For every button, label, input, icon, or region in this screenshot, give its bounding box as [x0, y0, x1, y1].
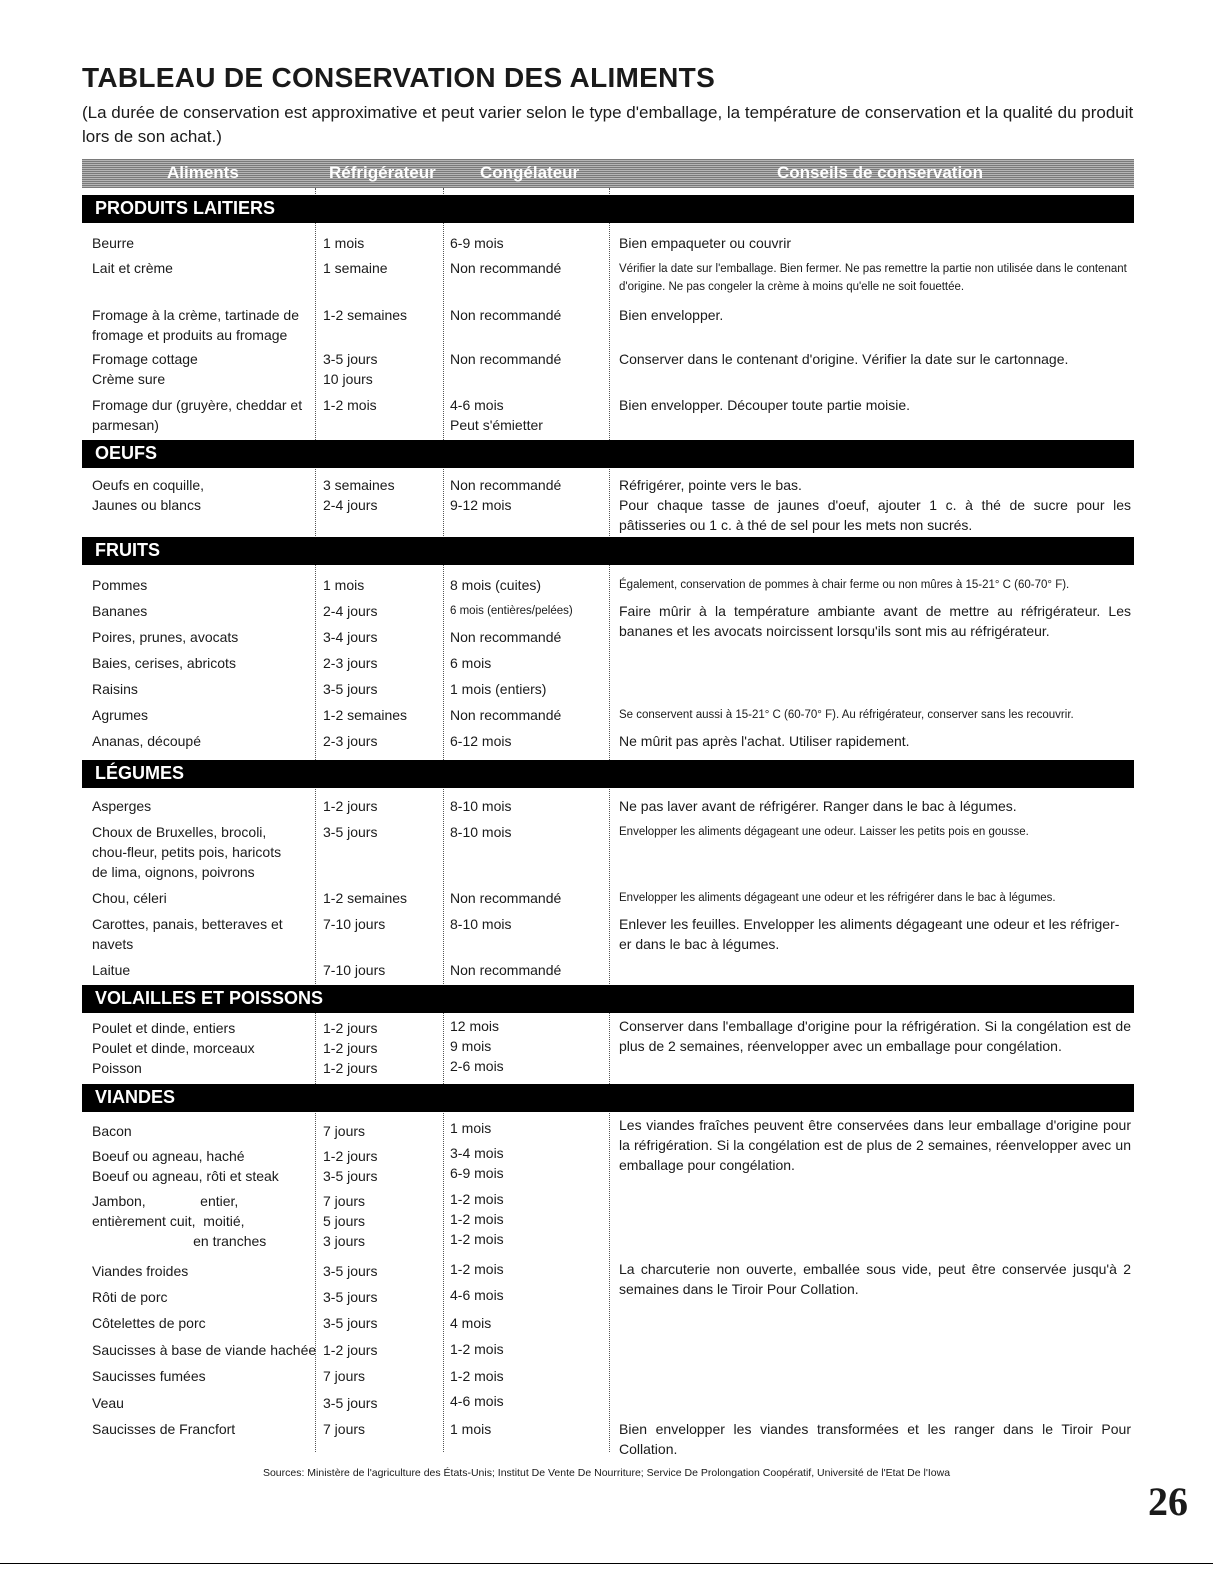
fridge-cell: 3-5 jours — [323, 1315, 378, 1331]
food-cell: Chou, céleri — [92, 890, 167, 906]
food-cell: Beurre — [92, 235, 135, 251]
freezer-cell: 4-6 mois — [450, 1393, 504, 1409]
freezer-cell: Non recommandé 9-12 mois — [450, 477, 562, 513]
section-bar-produits-laitiers — [82, 195, 1134, 223]
food-cell: Baies, cerises, abricots — [92, 655, 236, 671]
freezer-cell: 4 mois — [450, 1315, 492, 1331]
tip-cell: Conserver dans l'emballage d'origine pour la réfrigération. Si la congélation est de plus de 2 semaines, réenvelopper avec un emballage pour congélation. — [619, 1018, 1131, 1054]
section-bar-fruits — [82, 537, 1134, 565]
fridge-cell: 1-2 jours — [323, 1342, 378, 1358]
freezer-cell: Non recommandé — [450, 629, 562, 645]
section-title: VOLAILLES ET POISSONS — [95, 988, 324, 1008]
food-cell: Laitue — [92, 962, 131, 978]
fridge-cell: 3-5 jours — [323, 1263, 378, 1279]
section-title: FRUITS — [95, 540, 160, 560]
fridge-cell: 3-5 jours — [323, 824, 378, 840]
section-title: PRODUITS LAITIERS — [95, 198, 276, 218]
freezer-cell: 4-6 mois — [450, 1287, 504, 1303]
freezer-cell: Non recommandé — [450, 307, 562, 323]
freezer-cell: 8-10 mois — [450, 824, 512, 840]
column-divider — [443, 188, 444, 1452]
food-cell: Agrumes — [92, 707, 149, 723]
freezer-cell: 8-10 mois — [450, 798, 512, 814]
fridge-cell: 1-2 jours 1-2 jours 1-2 jours — [323, 1020, 378, 1076]
food-cell: Ananas, découpé — [92, 733, 201, 749]
food-cell: Fromage à la crème, tartinade de fromage et produits au fromage — [92, 307, 299, 343]
fridge-cell: 7 jours — [323, 1368, 366, 1384]
food-cell: Choux de Bruxelles, brocoli, chou-fleur, petits pois, haricots de lima, oignons, poivrons — [92, 824, 282, 880]
fridge-cell: 2-3 jours — [323, 733, 378, 749]
fridge-cell: 1-2 semaines — [323, 890, 408, 906]
food-cell: Bananes — [92, 603, 148, 619]
fridge-cell: 7 jours 5 jours 3 jours — [323, 1193, 366, 1249]
fridge-cell: 2-4 jours — [323, 603, 378, 619]
fridge-cell: 3-5 jours 10 jours — [323, 351, 378, 387]
freezer-cell: 1-2 mois 1-2 mois 1-2 mois — [450, 1191, 504, 1247]
fridge-cell: 1-2 mois — [323, 397, 377, 413]
tip-cell: Conserver dans le contenant d'origine. Vérifier la date sur le cartonnage. — [619, 351, 1069, 367]
food-cell: Rôti de porc — [92, 1289, 168, 1305]
freezer-cell: 8 mois (cuites) — [450, 577, 542, 593]
food-cell: Pommes — [92, 577, 148, 593]
fridge-cell: 3-4 jours — [323, 629, 378, 645]
page-title: TABLEAU DE CONSERVATION DES ALIMENTS — [82, 62, 716, 93]
food-cell: Oeufs en coquille, Jaunes ou blancs — [92, 477, 205, 513]
tip-cell: Envelopper les aliments dégageant une odeur et les réfrigérer dans le bac à légumes. — [619, 892, 1056, 904]
tip-cell: Ne mûrit pas après l'achat. Utiliser rapidement. — [619, 733, 910, 749]
food-cell: Asperges — [92, 798, 152, 814]
fridge-cell: 3-5 jours — [323, 1289, 378, 1305]
freezer-cell: 1-2 mois — [450, 1261, 504, 1277]
food-cell: Saucisses à base de viande hachée — [92, 1342, 317, 1358]
freezer-cell: 6-12 mois — [450, 733, 512, 749]
freezer-cell: 1-2 mois — [450, 1341, 504, 1357]
freezer-cell: 8-10 mois — [450, 916, 512, 932]
section-title: LÉGUMES — [95, 763, 185, 783]
intro-note: (La durée de conservation est approximative et peut varier selon le type d'emballage, la température de conservation et la qualité du produit lors de son achat.) — [82, 103, 1134, 146]
food-cell: Saucisses de Francfort — [92, 1421, 236, 1437]
header-congelateur: Congélateur — [480, 163, 580, 182]
freezer-cell: 3-4 mois 6-9 mois — [450, 1145, 504, 1181]
fridge-cell: 1-2 semaines — [323, 707, 408, 723]
header-aliments: Aliments — [167, 163, 239, 182]
fridge-cell: 3-5 jours — [323, 681, 378, 697]
food-cell: Raisins — [92, 681, 138, 697]
section-bar-viandes — [82, 1084, 1134, 1112]
fridge-cell: 1 mois — [323, 577, 365, 593]
tip-cell: Également, conservation de pommes à chair ferme ou non mûres à 15-21° C (60-70° F). — [619, 579, 1070, 591]
column-divider — [315, 188, 316, 1452]
tip-cell: Faire mûrir à la température ambiante avant de mettre au réfrigérateur. Les bananes et les avocats noircissent lorsqu'ils sont mis au réfrigérateur. — [619, 603, 1131, 639]
freezer-cell: 1-2 mois — [450, 1368, 504, 1384]
tip-cell: Se conservent aussi à 15-21° C (60-70° F). Au réfrigérateur, conserver sans les recouvrir. — [619, 709, 1074, 721]
freezer-cell: Non recommandé — [450, 890, 562, 906]
freezer-cell: 4-6 mois Peut s'émietter — [450, 397, 543, 433]
freezer-cell: Non recommandé — [450, 707, 562, 723]
freezer-cell: 6 mois — [450, 655, 492, 671]
freezer-cell: Non recommandé — [450, 351, 562, 367]
food-cell: Fromage dur (gruyère, cheddar et parmesan) — [92, 397, 303, 433]
fridge-cell: 7 jours — [323, 1421, 366, 1437]
freezer-cell: 6-9 mois — [450, 235, 504, 251]
tip-cell: Bien empaqueter ou couvrir — [619, 235, 791, 251]
freezer-cell: 1 mois — [450, 1120, 492, 1136]
freezer-cell: 1 mois (entiers) — [450, 681, 547, 697]
tip-cell: Bien envelopper. Découper toute partie moisie. — [619, 397, 911, 413]
fridge-cell: 7-10 jours — [323, 962, 386, 978]
fridge-cell: 7-10 jours — [323, 916, 386, 932]
column-divider — [609, 188, 610, 1452]
tip-cell: Enlever les feuilles. Envelopper les aliments dégageant une odeur et les réfriger-er dans le bac à légumes. — [619, 916, 1120, 952]
fridge-cell: 1 semaine — [323, 260, 388, 276]
food-cell: Veau — [92, 1395, 124, 1411]
food-cell: Boeuf ou agneau, haché Boeuf ou agneau, rôti et steak — [92, 1148, 279, 1184]
food-cell: Côtelettes de porc — [92, 1315, 206, 1331]
food-cell: Saucisses fumées — [92, 1368, 206, 1384]
food-cell: Jambon, entier, entièrement cuit, moitié, en tranches — [92, 1193, 267, 1249]
tip-cell: Vérifier la date sur l'emballage. Bien fermer. Ne pas remettre la partie non utilisée dans le contenant d'origine. Ne pas congeler la crème à moins qu'elle ne soit fouettée. — [619, 263, 1127, 293]
food-cell: Bacon — [92, 1123, 132, 1139]
fridge-cell: 1-2 jours 3-5 jours — [323, 1148, 378, 1184]
section-title: OEUFS — [95, 443, 158, 463]
food-cell: Carottes, panais, betteraves et navets — [92, 916, 283, 952]
header-conseils: Conseils de conservation — [777, 163, 983, 182]
section-bar-oeufs — [82, 440, 1134, 468]
tip-cell: Ne pas laver avant de réfrigérer. Ranger dans le bac à légumes. — [619, 798, 1017, 814]
tip-cell: Réfrigérer, pointe vers le bas. Pour chaque tasse de jaunes d'oeuf, ajouter 1 c. à thé de sucre pour les pâtisseries ou 1 c. à thé de sel pour les mets non sucrés. — [619, 477, 1131, 533]
tip-cell: Les viandes fraîches peuvent être conservées dans leur emballage d'origine pour la réfrigération. Si la congélation est de plus de 2 semaines, réenvelopper avec un emballage pour congélation. — [619, 1117, 1131, 1173]
tip-cell: Bien envelopper. — [619, 307, 724, 323]
freezer-cell: 1 mois — [450, 1421, 492, 1437]
fridge-cell: 3 semaines 2-4 jours — [323, 477, 395, 513]
freezer-cell: 12 mois 9 mois 2-6 mois — [450, 1018, 504, 1074]
fridge-cell: 2-3 jours — [323, 655, 378, 671]
food-cell: Viandes froides — [92, 1263, 189, 1279]
section-bar-legumes — [82, 760, 1134, 788]
tip-cell: Bien envelopper les viandes transformées et les ranger dans le Tiroir Pour Collation. — [619, 1421, 1131, 1457]
food-cell: Poulet et dinde, entiers Poulet et dinde, morceaux Poisson — [92, 1020, 255, 1076]
food-cell: Fromage cottage Crème sure — [92, 351, 198, 387]
food-cell: Lait et crème — [92, 260, 173, 276]
tip-cell: La charcuterie non ouverte, emballée sous vide, peut être conservée jusqu'à 2 semaines dans le Tiroir Pour Collation. — [619, 1261, 1131, 1297]
fridge-cell: 3-5 jours — [323, 1395, 378, 1411]
fridge-cell: 1-2 jours — [323, 798, 378, 814]
food-cell: Poires, prunes, avocats — [92, 629, 239, 645]
fridge-cell: 1 mois — [323, 235, 365, 251]
fridge-cell: 7 jours — [323, 1123, 366, 1139]
section-title: VIANDES — [95, 1087, 176, 1107]
freezer-cell: 6 mois (entières/pelées) — [450, 605, 573, 617]
tip-cell: Envelopper les aliments dégageant une odeur. Laisser les petits pois en gousse. — [619, 826, 1029, 838]
freezer-cell: Non recommandé — [450, 962, 562, 978]
sources-note: Sources: Ministère de l'agriculture des États-Unis; Institut De Vente De Nourriture; Service De Prolongation Coopératif, Université de l'Etat De l'Iowa — [262, 1467, 951, 1479]
fridge-cell: 1-2 semaines — [323, 307, 408, 323]
table-header — [82, 159, 1134, 188]
freezer-cell: Non recommandé — [450, 260, 562, 276]
bottom-rule — [0, 1563, 1213, 1564]
header-refrigerateur: Réfrigérateur — [329, 163, 436, 182]
section-bar-volailles-poissons — [82, 985, 1134, 1013]
page-number: 26 — [1148, 1479, 1188, 1524]
